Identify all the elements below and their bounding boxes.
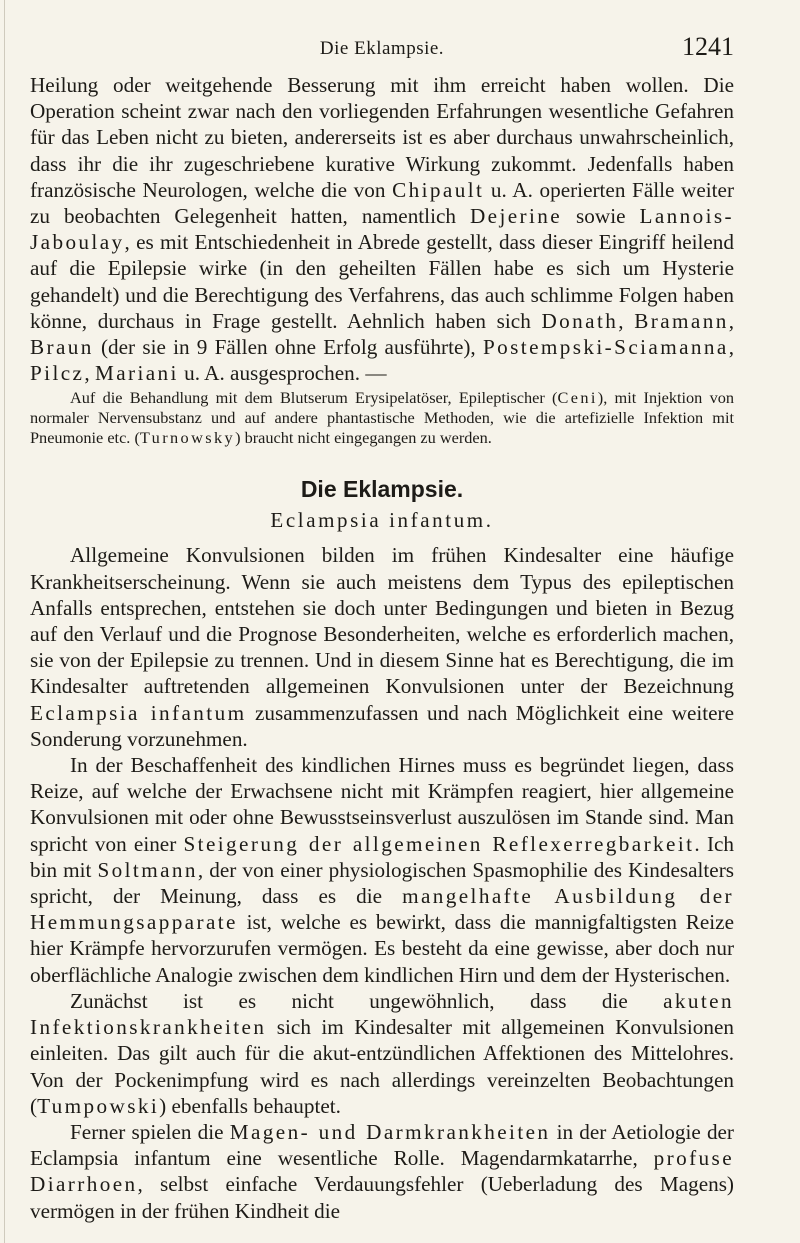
text-run: ), mit Injektion von normaler Nervensubstanz und auf andere phantastische Methoden, wie die artefizielle Infektion mit Pneumonie etc. ( <box>30 388 734 448</box>
text-run: ) braucht nicht eingegangen zu werden. <box>235 428 492 448</box>
author-name: Ceni <box>557 388 598 408</box>
emphasis: Steigerung der allgemeinen Reflexerregbarkeit <box>183 831 695 856</box>
text-run: u. A. operierten Fälle weiter zu beobachten Gelegenheit hatten, namentlich <box>30 177 734 229</box>
emphasis: Eclampsia infantum <box>30 700 247 725</box>
emphasis: profuse Diarrhoen <box>30 1146 734 1197</box>
author-name: Donath <box>541 308 619 333</box>
paragraph-1 <box>30 72 734 386</box>
author-name: Bramann <box>634 308 729 333</box>
author-name: Soltmann <box>97 857 198 882</box>
section-subtitle: Eclampsia infantum. <box>270 508 494 533</box>
text-run: , es mit Entschiedenheit in Abrede gestellt, dass dieser Eingriff heilend auf die Epilepsie wirke (in den geheilten Fällen habe es sich um Hysterie gehandelt) und die Berechtigung des Verfahrens, das auch schlimme Folgen haben könne, durchaus in Frage gestellt. Aehnlich haben sich <box>30 230 734 333</box>
running-header <box>30 18 734 61</box>
author-name: Dejerine <box>469 204 563 229</box>
section-title: Die Eklampsie. <box>300 476 464 503</box>
emphasis: akuten Infektionskrankheiten <box>30 988 734 1040</box>
text-run: Zunächst ist es nicht ungewöhnlich, dass die <box>70 988 664 1013</box>
text-run: In der Beschaffenheit des kindlichen Hirnes muss es begründet liegen, dass Reize, auf welche der Erwachsene nicht mit Krämpfen reagiert, hier allgemeine Konvulsionen mit oder ohne Bewusstseinsverlust auszulösen im Stande sind. Man spricht von einer <box>30 753 734 856</box>
text-run: . Ich bin mit <box>30 831 734 882</box>
text-run: , <box>618 308 635 333</box>
text-run: , <box>728 335 734 360</box>
text-run: in der Aetiologie der Eclampsia infantum eine wesentliche Rolle. Magendarmkatarrhe, <box>30 1119 734 1171</box>
author-name: Turnowsky <box>139 428 236 448</box>
text-run: Allgemeine Konvulsionen bilden im frühen Kindesalter eine häufige Krankheitserscheinung. Wenn sie auch meistens dem Typus des epileptischen Anfalls entsprechen, entstehen sie doch unter Bedingungen und bieten in Bezug auf den Verlauf und die Prognose Besonderheiten, welche es erforderlich machen, sie von der Epilepsie zu trennen. Und in diesem Sinne hat es Berechtigung, die im Kindesalter auftretenden allgemeinen Konvulsionen unter der Bezeichnung <box>30 543 734 699</box>
author-name: Lannois-Jaboulay <box>30 204 734 255</box>
emphasis: Magen- und Darmkrankheiten <box>229 1119 551 1144</box>
author-name: Chipault <box>392 177 485 202</box>
text-run: sowie <box>562 204 640 229</box>
text-run: (der sie in 9 Fällen ohne Erfolg ausführte), <box>93 335 483 360</box>
text-run: u. A. ausgesprochen. — <box>178 361 387 386</box>
text-run: sich im Kindesalter mit allgemeinen Konvulsionen einleiten. Das gilt auch für die akut-entzündlichen Affektionen des Mittelohres. Von der Pockenimpfung wird es nach allerdings vereinzelten Beobachtungen ( <box>30 1015 734 1118</box>
author-name: Postempski-Sciamanna <box>482 335 729 360</box>
text-run: Ferner spielen die <box>70 1119 230 1144</box>
text-run: , der von einer physiologischen Spasmophilie des Kindesalters spricht, der Meinung, dass es die <box>30 857 735 909</box>
author-name: Tumpowski <box>37 1093 160 1118</box>
text-run: zusammenzufassen und nach Möglichkeit eine weitere Sonderung vorzunehmen. <box>30 700 734 751</box>
page-number: 1241 <box>682 32 734 61</box>
text-run: ) ebenfalls behauptet. <box>159 1093 341 1118</box>
text-run: Auf die Behandlung mit dem Blutserum Erysipelatöser, Epileptischer ( <box>70 388 558 408</box>
footnote <box>30 388 734 448</box>
page-edge-line <box>4 0 5 1243</box>
paragraph-4 <box>30 988 734 1119</box>
author-name: Mariani <box>94 361 179 386</box>
text-run: ist, welche es bewirkt, dass die mannigfaltigsten Reize hier Krämpfe hervorzurufen vermögen. Es besteht da eine gewisse, aber doch nur oberflächliche Analogie zwischen dem kindlichen Hirn und dem der Hysterischen. <box>30 910 734 987</box>
text-run: , <box>728 308 735 333</box>
paragraph-3 <box>30 752 734 988</box>
text-run: , selbst einfache Verdauungsfehler (Ueberladung des Magens) vermögen in der frühen Kindheit die <box>30 1172 734 1223</box>
author-name: Pilcz <box>30 361 85 386</box>
author-name: Braun <box>30 335 94 360</box>
emphasis: mangelhafte Ausbildung der Hemmungsapparate <box>30 884 735 935</box>
book-page <box>30 18 734 1224</box>
running-title: Die Eklampsie. <box>319 38 445 59</box>
text-run: Heilung oder weitgehende Besserung mit ihm erreicht haben wollen. Die Operation scheint zwar nach den vorliegenden Erfahrungen wesentliche Gefahren für das Leben nicht zu bieten, andererseits ist es aber durchaus unwahrscheinlich, dass ihr die ihr zugeschriebene kurative Wirkung zukommt. Jedenfalls haben französische Neurologen, welche die von <box>30 73 734 202</box>
paragraph-2 <box>30 542 734 752</box>
text-run: , <box>84 361 95 386</box>
paragraph-5 <box>30 1119 734 1224</box>
